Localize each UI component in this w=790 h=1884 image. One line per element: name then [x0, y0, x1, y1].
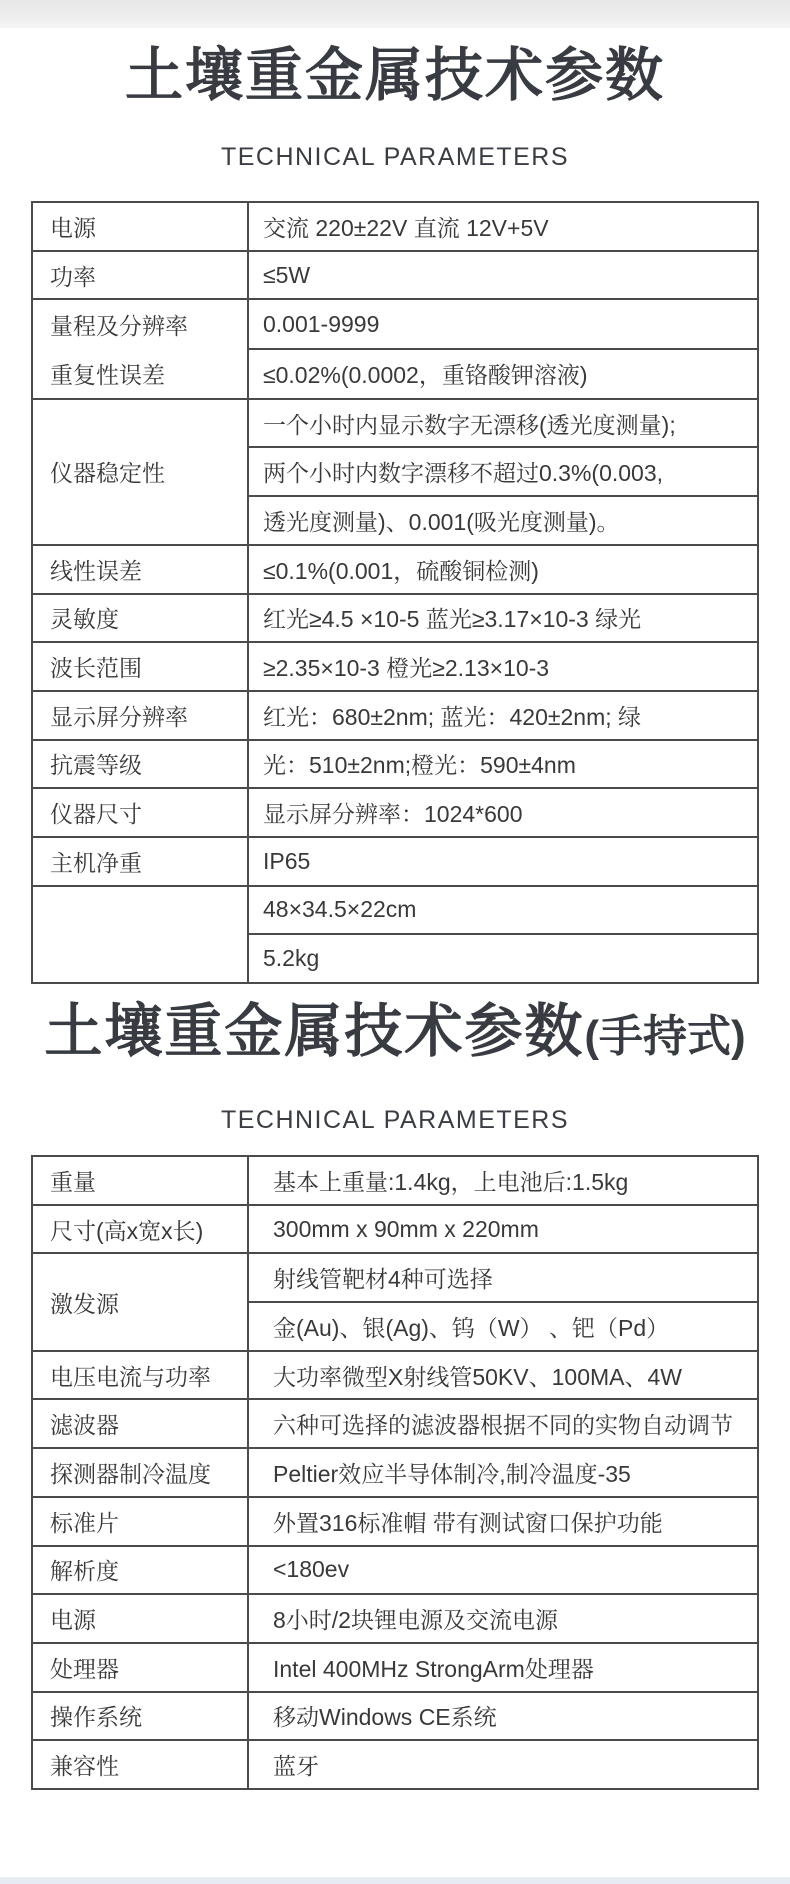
param-value-cell: 48×34.5×22cm: [248, 886, 758, 935]
param-label-cell: 标准片: [32, 1497, 248, 1546]
param-label-cell: 功率: [32, 251, 248, 300]
param-value-cell: 光：510±2nm;橙光：590±4nm: [248, 740, 758, 789]
param-value-cell: 5.2kg: [248, 934, 758, 983]
table-row: [32, 837, 758, 886]
table-row: [32, 202, 758, 251]
param-value-cell: Peltier效应半导体制冷,制冷温度-35: [248, 1448, 758, 1497]
param-label-cell-merged: [32, 299, 248, 398]
table-row: [32, 1253, 758, 1302]
param-label-cell: 波长范围: [32, 642, 248, 691]
param-value-cell: ≤0.02%(0.0002，重铬酸钾溶液): [248, 349, 758, 399]
table-row: [32, 1692, 758, 1741]
param-value-cell: 8小时/2块锂电源及交流电源: [248, 1594, 758, 1643]
top-band: [0, 0, 790, 28]
param-value-cell: 红光≥4.5 ×10-5 蓝光≥3.17×10-3 绿光: [248, 594, 758, 643]
param-label-cell: 解析度: [32, 1546, 248, 1595]
param-value-cell: Intel 400MHz StrongArm处理器: [248, 1643, 758, 1692]
table-row: [32, 691, 758, 740]
param-label-cell: 操作系统: [32, 1692, 248, 1741]
param-label: 量程及分辨率: [50, 313, 188, 340]
param-value-cell: 透光度测量)、0.001(吸光度测量)。: [248, 496, 758, 545]
param-label-cell-merged: 仪器稳定性: [32, 399, 248, 545]
param-label-cell: 抗震等级: [32, 740, 248, 789]
table-row: [32, 1399, 758, 1448]
table-row: [32, 1740, 758, 1789]
param-value-cell: 蓝牙: [248, 1740, 758, 1789]
param-label-cell-empty: [32, 886, 248, 983]
page-subtitle: TECHNICAL PARAMETERS: [220, 143, 570, 171]
table-row: [32, 740, 758, 789]
param-label-cell: 线性误差: [32, 545, 248, 594]
table-row: [32, 642, 758, 691]
param-label-cell: 电源: [32, 202, 248, 251]
param-value-cell: 交流 220±22V 直流 12V+5V: [248, 202, 758, 251]
param-value-cell: 六种可选择的滤波器根据不同的实物自动调节: [248, 1399, 758, 1448]
param-value-cell: <180ev: [248, 1546, 758, 1595]
param-label-cell: 主机净重: [32, 837, 248, 886]
param-label-cell: 兼容性: [32, 1740, 248, 1789]
param-value-cell: 外置316标准帽 带有测试窗口保护功能: [248, 1497, 758, 1546]
param-value-cell: ≤5W: [248, 251, 758, 300]
param-value-cell: 射线管靶材4种可选择: [248, 1253, 758, 1302]
param-value-cell: 基本上重量:1.4kg，上电池后:1.5kg: [248, 1156, 758, 1205]
param-value-cell: 金(Au)、银(Ag)、钨（W） 、钯（Pd）: [248, 1302, 758, 1351]
table-row: [32, 1205, 758, 1254]
param-value-cell: IP65: [248, 837, 758, 886]
param-label-cell: 电源: [32, 1594, 248, 1643]
param-label-cell: 灵敏度: [32, 594, 248, 643]
param-label-cell: 滤波器: [32, 1399, 248, 1448]
param-value-cell: ≥2.35×10-3 橙光≥2.13×10-3: [248, 642, 758, 691]
table-row: [32, 1156, 758, 1205]
param-label-cell: 重量: [32, 1156, 248, 1205]
page-title-text: 土壤重金属技术参数: [44, 999, 585, 1064]
table-row: [32, 594, 758, 643]
param-label: 重复性误差: [50, 361, 165, 388]
param-value-cell: 两个小时内数字漂移不超过0.3%(0.003,: [248, 447, 758, 496]
param-label-cell: 仪器尺寸: [32, 788, 248, 837]
param-label-cell-merged: 激发源: [32, 1253, 248, 1350]
param-label-cell: 电压电流与功率: [32, 1351, 248, 1400]
page-title-handheld: [0, 1000, 790, 1069]
table-row: [32, 545, 758, 594]
table-row: [32, 886, 758, 935]
param-value-cell: 300mm x 90mm x 220mm: [248, 1205, 758, 1254]
spec-table-benchtop: [31, 201, 759, 984]
table-row: [32, 1643, 758, 1692]
spec-table-handheld: [31, 1155, 759, 1790]
param-label-cell: 处理器: [32, 1643, 248, 1692]
param-label-cell: 显示屏分辨率: [32, 691, 248, 740]
param-value-cell: 0.001-9999: [248, 299, 758, 349]
table-row: [32, 1497, 758, 1546]
table-row: [32, 1594, 758, 1643]
param-value-cell: 红光：680±2nm; 蓝光：420±2nm; 绿: [248, 691, 758, 740]
bottom-strip: [0, 1877, 790, 1884]
page-title-text: 土壤重金属技术参数: [124, 43, 665, 108]
table-row: [32, 299, 758, 349]
param-label-cell: 探测器制冷温度: [32, 1448, 248, 1497]
param-value-cell: 显示屏分辨率：1024*600: [248, 788, 758, 837]
param-value-cell: ≤0.1%(0.001，硫酸铜检测): [248, 545, 758, 594]
param-value-cell: 一个小时内显示数字无漂移(透光度测量);: [248, 399, 758, 448]
page-title-suffix: (手持式): [584, 1012, 746, 1061]
param-label-cell: 尺寸(高x宽x长): [32, 1205, 248, 1254]
page-subtitle-handheld: TECHNICAL PARAMETERS: [220, 1106, 570, 1134]
table-row: [32, 1546, 758, 1595]
table-row: [32, 1448, 758, 1497]
param-value-cell: 移动Windows CE系统: [248, 1692, 758, 1741]
param-value-cell: 大功率微型X射线管50KV、100MA、4W: [248, 1351, 758, 1400]
page-title: [0, 44, 790, 108]
table-row: [32, 788, 758, 837]
table-row: [32, 1351, 758, 1400]
table-row: [32, 399, 758, 448]
table-row: [32, 251, 758, 300]
